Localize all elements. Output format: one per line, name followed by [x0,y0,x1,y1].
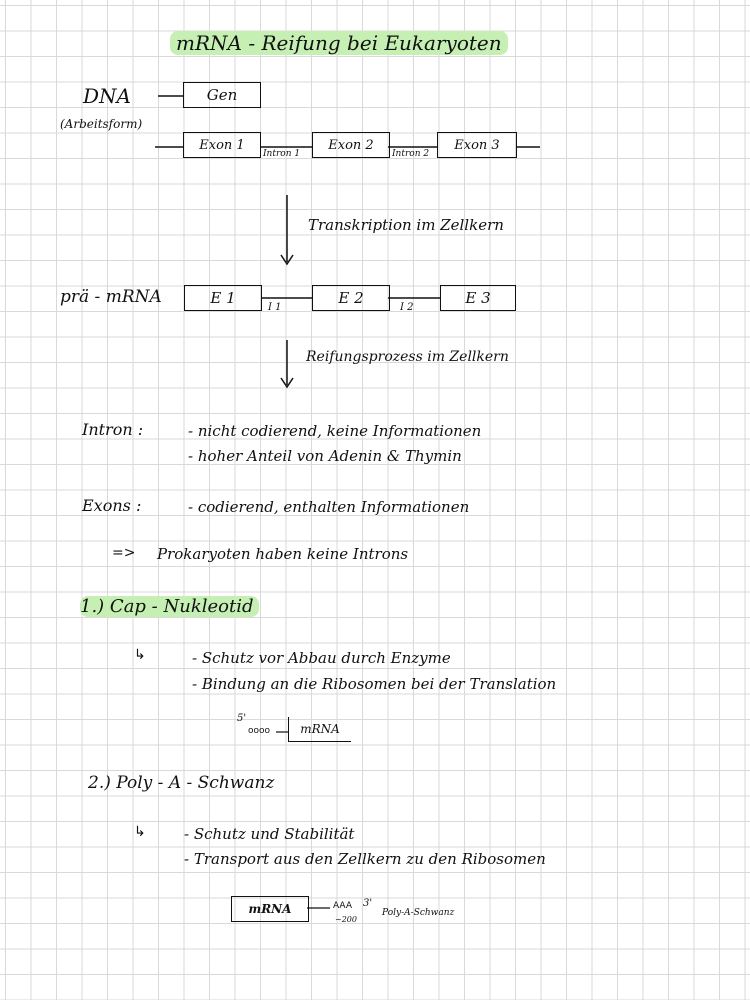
premrna-label: prä - mRNA [60,287,162,307]
polya-point-1: - Schutz und Stabilität [184,825,355,843]
polya-heading: 2.) Poly - A - Schwanz [88,773,275,793]
intron-1-label: Intron 1 [263,149,301,159]
maturation-label: Reifungsprozess im Zellkern [306,349,509,365]
exon-2-box: Exon 2 [312,132,390,158]
dna-sublabel: (Arbeitsform) [60,117,143,131]
cap-mrna-box: mRNA [288,717,351,742]
cap-arrow-icon: ↳ [134,647,146,663]
premrna-e2-box: E 2 [312,285,390,311]
premrna-i2-label: I 2 [400,302,414,313]
exon-3-box: Exon 3 [437,132,517,158]
polya-tail-label: Poly-A-Schwanz [382,908,455,918]
premrna-i1-label: I 1 [268,302,282,313]
intron-def-label: Intron : [82,420,144,439]
intron-2-label: Intron 2 [392,149,430,159]
polya-point-2: - Transport aus den Zellkern zu den Ribosomen [184,850,546,868]
cap-point-2: - Bindung an die Ribosomen bei der Translation [192,675,557,693]
polya-arrow-icon: ↳ [134,824,146,840]
intron-point-2: - hoher Anteil von Adenin & Thymin [188,447,462,465]
polya-tail: AAA [333,901,352,911]
dna-label: DNA [83,84,131,108]
polya-3prime-label: 3' [363,898,373,909]
conclusion-text: Prokaryoten haben keine Introns [157,545,409,563]
polya-mrna-box: mRNA [231,896,309,922]
cap-point-1: - Schutz vor Abbau durch Enzyme [192,649,451,667]
conclusion-arrow: => [112,545,136,561]
intron-point-1: - nicht codierend, keine Informationen [188,422,482,440]
premrna-e1-box: E 1 [184,285,262,311]
gen-box: Gen [183,82,261,108]
cap-nucleotide-chain: oooo [248,726,271,736]
polya-count: ~200 [335,915,357,924]
exon-def-label: Exons : [82,496,142,515]
exon-point-1: - codierend, enthalten Informationen [188,498,470,516]
page-title: mRNA - Reifung bei Eukaryoten [170,33,508,53]
cap-5prime-label: 5' [237,713,247,724]
premrna-e3-box: E 3 [440,285,516,311]
transcription-label: Transkription im Zellkern [308,216,504,234]
cap-heading: 1.) Cap - Nukleotid [80,598,259,616]
exon-1-box: Exon 1 [183,132,261,158]
